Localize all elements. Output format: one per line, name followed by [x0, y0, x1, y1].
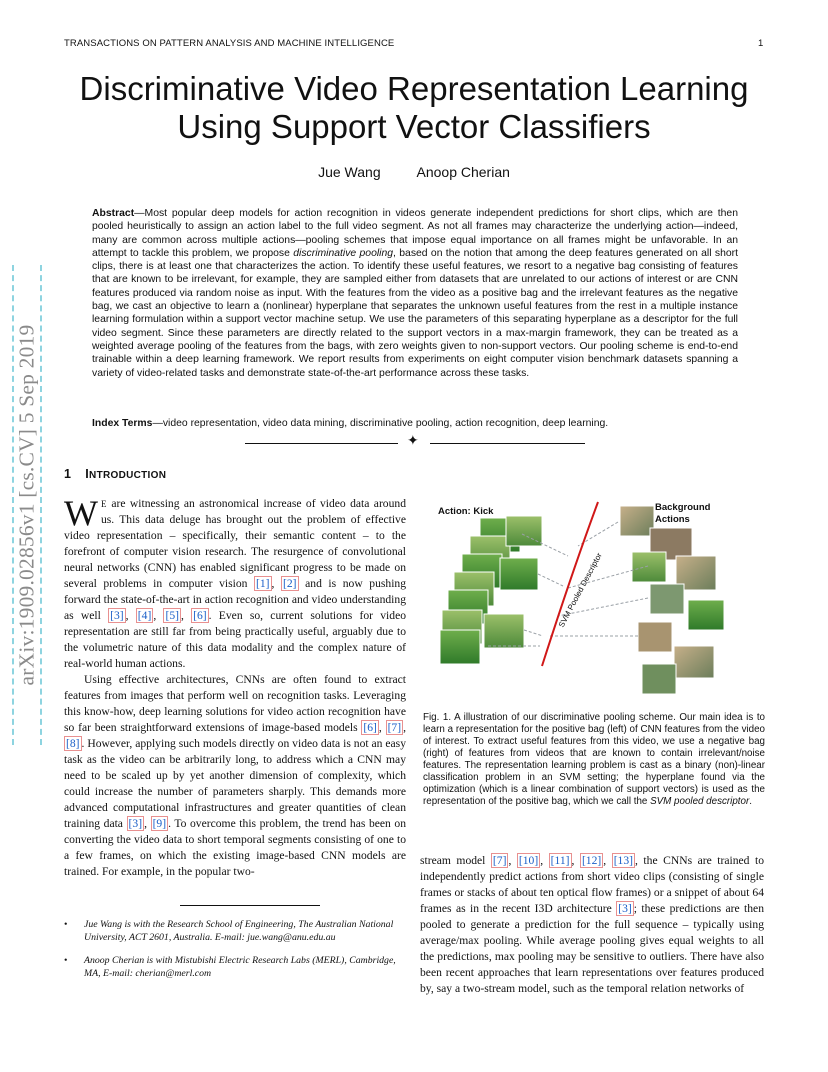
- footnotes: [64, 918, 406, 990]
- section-number: 1: [64, 467, 72, 481]
- title-line-1: Discriminative Video Representation Learning: [79, 70, 749, 107]
- arrow-line: [538, 574, 563, 586]
- caption-emphasis: SVM pooled descriptor: [650, 796, 750, 807]
- intro-paragraph-continued: stream model [7] , [10] , [11] , [12] , [13] , the CNNs are trained to independently predict actions from short video clips (consisting of single frames or stacks of about ten optical flow frames) or a snippet of about 64 frames as in the recent I3D architecture [3] ; these predictions are then pooled to generate a prediction for the full sequence – typically using average/max pooling. While average pooling gives equal weights to all the predictions, max pooling may be sensitive to outliers. There have also been recent approaches that learn representations over features produced by, say a two-stream model, such as the temporal relation networks of: [420, 854, 765, 995]
- citation-link[interactable]: [11]: [550, 854, 570, 867]
- p1-text-b: and is now pushing forward the state-of-the-art in action recognition and video understanding as well: [64, 577, 407, 622]
- caption-text-2: .: [749, 796, 752, 807]
- arrow-line: [524, 630, 543, 636]
- negative-bag-label-line-2: Actions: [655, 514, 690, 525]
- intro-left-column: [64, 493, 407, 880]
- citation-link[interactable]: [7]: [387, 721, 402, 734]
- p1-text-c: . Even so, current solutions for video representation are still far from being practically useful, arguably due to the volumetric nature of this data modality and the complex nature of real-world human actions.: [64, 609, 407, 670]
- right-text-c: ; these predictions are then pooled to generate a prediction for the full sequence – typically using average/max pooling. While average pooling gives equal weights to all the predictions, max pooling may be sensitive to outliers. There have also been recent approaches that learn representations over features produced by, say a two-stream model, such as the temporal relation networks of: [420, 902, 765, 995]
- paper-title: [60, 70, 768, 146]
- section-heading: [64, 467, 166, 481]
- citation-link[interactable]: [7]: [492, 854, 507, 867]
- title-line-2: Using Support Vector Classifiers: [177, 108, 651, 145]
- section-divider: [245, 436, 585, 450]
- footnote-rule: [180, 905, 320, 906]
- author-2: Anoop Cherian: [416, 164, 510, 180]
- footnote-bullet-icon: •: [64, 955, 68, 966]
- right-text-b: , the CNNs are trained to independently predict actions from short video clips (consisting of single frames or stacks of about ten optical flow frames) or a snippet of about 64 frames as in the recent I3D architecture: [420, 854, 765, 915]
- citation-link[interactable]: [13]: [613, 854, 634, 867]
- p2-text-c: . To overcome this problem, the trend has been on converting the video data to short temporal segments consisting of one to a few frames, on which the existing image-based CNN models are trained. For example, in the popular two-: [64, 817, 407, 878]
- footnote-item: [64, 918, 406, 944]
- p2-text-a: Using effective architectures, CNNs are often found to extract features from images that perform well on recognition tasks. Leveraging this know-how, deep learning solutions for video action recognition have so far been straightforward extensions of image-based models: [64, 673, 406, 734]
- citation-link[interactable]: [5]: [165, 609, 179, 622]
- abstract-emphasis: discriminative pooling: [293, 247, 394, 259]
- p2-text-b: . However, applying such models directly on video data is not an easy task as the video can be arbitrarily long, to address which a CNN may need to be scaled up by yet another dimension of complexity, which could increase the number of parameters sharply. This demands more advanced computational infrastructures and greater quantities of clean training data: [64, 737, 406, 830]
- index-terms-label: Index Terms: [92, 418, 153, 429]
- citation-link[interactable]: [4]: [137, 609, 152, 622]
- citation-link[interactable]: [3]: [618, 902, 632, 915]
- author-1: Jue Wang: [318, 164, 381, 180]
- footnote-bullet-icon: •: [64, 919, 68, 930]
- divider-line-left: [245, 443, 398, 444]
- dropcap: W: [64, 493, 98, 533]
- abstract-text-1: —Most popular deep models for action recognition in videos generate independent predictions for short clips, which are then pooled heuristically to assign an action label to the full video segment. As not all frames may characterize the underlying action—indeed, many are common across multiple actions—pooling schemes that impose equal importance on all frames might be unfavorable. In an attempt to tackle this problem, we propose: [92, 208, 738, 259]
- divider-line-right: [430, 443, 585, 444]
- video-frame-thumbnail: [620, 506, 654, 536]
- author-list: [60, 164, 768, 180]
- index-terms-text: —video representation, video data mining, discriminative pooling, action recognition, deep learning.: [152, 418, 609, 429]
- divider-diamond-icon: ✦: [407, 434, 419, 449]
- section-title-rest: NTRODUCTION: [89, 470, 167, 481]
- positive-bag-frames: [440, 516, 542, 664]
- citation-link[interactable]: [1]: [256, 577, 270, 590]
- figure-1-illustration: [418, 496, 764, 696]
- abstract-label: Abstract: [92, 208, 135, 219]
- video-frame-thumbnail: [650, 584, 684, 614]
- video-frame-thumbnail: [484, 614, 524, 648]
- page-number: 1: [758, 38, 764, 49]
- video-frame-thumbnail: [674, 646, 714, 678]
- video-frame-thumbnail: [638, 622, 672, 652]
- intro-paragraph-1: W E are witnessing an astronomical increase of video data around us. This data deluge has brought out the problem of effective video representation – specifically, their semantic content – to the forefront of computer vision research. The resurgence of convolutional neural networks (CNN) has enabled significant progress to be made on several problems in computer vision [1] , [2] and is now pushing forward the state-of-the-art in action recognition and video understanding as well [3] , [4] , [5] , [6] . Even so, current solutions for video representation are still far from being practically useful, arguably due to the volumetric nature of this data modality and the complex nature of real-world human actions.: [64, 493, 407, 670]
- citation-link[interactable]: [2]: [283, 577, 297, 590]
- video-frame-thumbnail: [500, 558, 538, 590]
- video-frame-thumbnail: [440, 630, 480, 664]
- caption-text-1: Fig. 1. A illustration of our discriminative pooling scheme. Our main idea is to learn a representation for the positive bag (left) of CNN features from the video of interest. To extract useful features from this video, we use a negative bag (right) of features from videos that are known to contain irrelevant/noise features. The representation learning problem is cast as a binary (non)-linear classification problem in an SVM setting; the hyperplane found via the optimization (which is a linear combination of support vectors) is used as the representation of the positive bag, which we call the: [423, 712, 765, 807]
- abstract: [92, 207, 738, 380]
- svm-pooled-descriptor-label: SVM Pooled Descriptor: [556, 551, 604, 629]
- arxiv-identifier: arXiv:1909.02856v1 [cs.CV] 5 Sep 2019: [14, 324, 39, 686]
- intro-right-column: [420, 853, 764, 997]
- citation-link[interactable]: [6]: [193, 609, 207, 622]
- positive-bag-label: Action: Kick: [438, 506, 494, 517]
- citation-link[interactable]: [12]: [581, 854, 602, 867]
- citation-link[interactable]: [3]: [128, 817, 143, 830]
- footnote-item: [64, 954, 406, 980]
- running-head: TRANSACTIONS ON PATTERN ANALYSIS AND MACHINE INTELLIGENCE: [64, 38, 395, 49]
- negative-bag-label-line-1: Background: [655, 502, 711, 513]
- figure-1-caption: [423, 712, 765, 808]
- citation-link[interactable]: [9]: [152, 817, 167, 830]
- citation-link[interactable]: [6]: [363, 721, 377, 734]
- citation-link[interactable]: [3]: [110, 609, 124, 622]
- abstract-text-2: , based on the notion that among the deep features generated on all short clips, there is at least one that characterizes the action. To identify these useful features, we resort to a negative bag consisting of features that are known to be irrelevant, for example, they are sampled either from datasets that are unrelated to our actions of interest or are CNN features produced via random noise as input. With the features from the video as a positive bag and the irrelevant features as the negative bag, we cast an objective to learn a (nonlinear) hyperplane that separates the unknown useful features from the rest in a multiple instance learning formulation within a support vector machine setup. We use the parameters of this separating hyperplane as a descriptor for the full video segment. Since these parameters are directly related to the support vectors in a max-margin framework, they can be treated as a weighted average pooling of the features from the bags, with zero weights given to non-support vectors. Our pooling scheme is end-to-end trainable within a deep learning framework. We report results from experiments on eight computer vision benchmark datasets spanning a variety of video-related tasks and demonstrate state-of-the-art performance across these tasks.: [92, 247, 738, 379]
- right-text-a: stream model: [420, 854, 491, 867]
- lead-smallcaps: E: [100, 499, 107, 509]
- arxiv-stamp: [9, 265, 49, 745]
- footnote-text: Jue Wang is with the Research School of Engineering, The Australian National University, ACT 2601, Australia. E-mail: jue.wang@anu.edu.au: [84, 919, 394, 943]
- index-terms: [92, 417, 738, 430]
- footnote-text: Anoop Cherian is with Mistubishi Electric Research Labs (MERL), Cambridge, MA, E-mail: cherian@merl.com: [84, 955, 396, 979]
- intro-paragraph-2: Using effective architectures, CNNs are often found to extract features from images that perform well on recognition tasks. Leveraging this know-how, deep learning solutions for video action recognition have so far been straightforward extensions of image-based models [6] , [7] , [8] . However, applying such models directly on video data is not an easy task as the video can be arbitrarily long, to address which a CNN may need to be scaled up by yet another dimension of complexity, which could increase the number of parameters sharply. This demands more advanced computational infrastructures and greater quantities of clean training data [3] , [9] . To overcome this problem, the trend has been on converting the video data to short temporal segments consisting of one to a few frames, on which the existing image-based CNN models are trained. For example, in the popular two-: [64, 673, 407, 878]
- video-frame-thumbnail: [642, 664, 676, 694]
- citation-link[interactable]: [10]: [518, 854, 539, 867]
- p1-text-a: are witnessing an astronomical increase of video data around us. This data deluge has brought out the problem of effective video representation – specifically, their semantic content – to the forefront of computer vision research. The resurgence of convolutional neural networks (CNN) has enabled significant progress to be made on several problems in computer vision: [64, 497, 406, 590]
- section-title-first-letter: I: [85, 467, 90, 481]
- svm-hyperplane-curve: [542, 502, 598, 666]
- video-frame-thumbnail: [688, 600, 724, 630]
- citation-link[interactable]: [8]: [66, 737, 80, 750]
- video-frame-thumbnail: [632, 552, 666, 582]
